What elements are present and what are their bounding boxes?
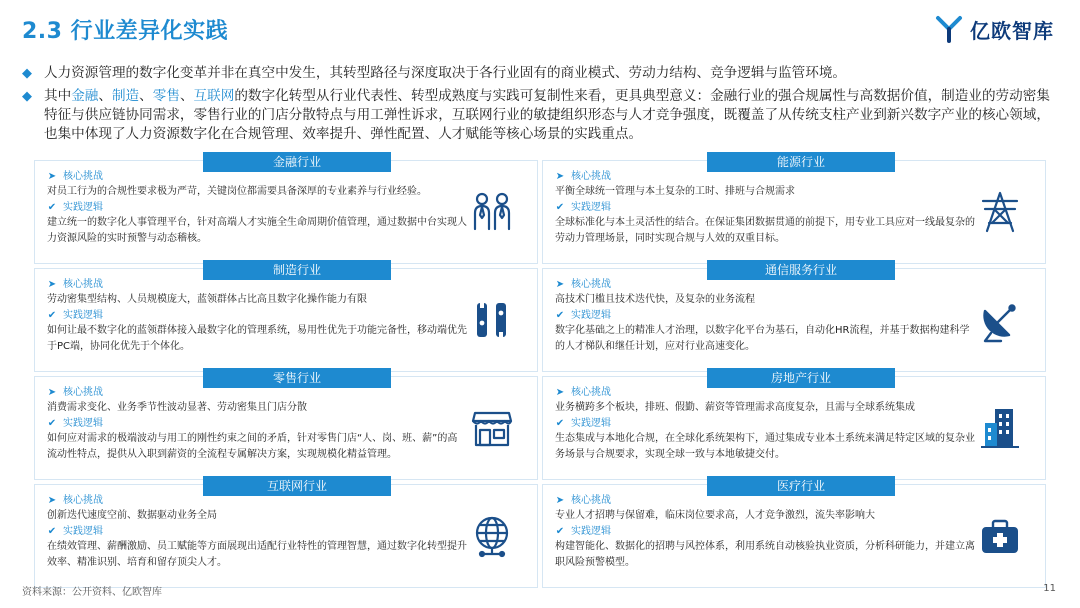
industry-panel-energy [542, 155, 1046, 264]
chevron-right-icon: ➤ [47, 495, 57, 506]
logic-heading: ✔ 实践逻辑 [47, 310, 103, 321]
panel-tag: 零售行业 [203, 368, 391, 388]
check-icon: ✔ [555, 202, 565, 213]
logo-mark-icon [934, 14, 964, 44]
logic-heading: ✔ 实践逻辑 [47, 418, 103, 429]
challenge-text: 高技术门槛且技术迭代快，及复杂的业务流程 [555, 294, 755, 305]
challenge-text: 对员工行为的合规性要求极为严苛，关键岗位都需要具备深厚的专业素养与行业经验。 [47, 186, 427, 197]
logic-heading: ✔ 实践逻辑 [555, 202, 611, 213]
bullet-item [22, 64, 1062, 83]
logic-text: 生态集成与本地化合规，在全球化系统架构下，通过集成专业本土系统来满足特定区域的复杂业务场景与合规要求，实现全球一致与本地敏捷交付。 [555, 433, 975, 460]
check-icon: ✔ [47, 310, 57, 321]
chevron-right-icon: ➤ [47, 171, 57, 182]
chevron-right-icon: ➤ [555, 387, 565, 398]
logic-heading: ✔ 实践逻辑 [555, 418, 611, 429]
panel-tag: 金融行业 [203, 152, 391, 172]
wrench-tools-icon [469, 297, 515, 343]
panel-tag: 通信服务行业 [707, 260, 895, 280]
satellite-dish-icon [977, 297, 1023, 343]
check-icon: ✔ [555, 418, 565, 429]
challenge-text: 专业人才招聘与保留难，临床岗位要求高，人才竞争激烈，流失率影响大 [555, 510, 875, 521]
logic-text: 在绩效管理、薪酬激励、员工赋能等方面展现出适配行业特性的管理智慧，通过数字化转型提升效率、精准识别、培育和留存顶尖人才。 [47, 541, 467, 568]
check-icon: ✔ [555, 310, 565, 321]
panel-tag: 制造行业 [203, 260, 391, 280]
panel-tag: 医疗行业 [707, 476, 895, 496]
industry-panel-telecom [542, 263, 1046, 372]
challenge-heading: ➤ 核心挑战 [47, 387, 103, 398]
industry-panel-finance [34, 155, 538, 264]
industry-panel-internet [34, 479, 538, 588]
source-note: 资料来源：公开资料、亿欧智库 [22, 587, 162, 598]
power-tower-icon [977, 189, 1023, 235]
buildings-icon [977, 405, 1023, 451]
challenge-text: 劳动密集型结构、人员规模庞大，蓝领群体占比高且数字化操作能力有限 [47, 294, 367, 305]
bullet-item [22, 87, 1062, 144]
logic-text: 建立统一的数字化人事管理平台，针对高端人才实施全生命周期价值管理，通过数据中台实现人力资源风险的实时预警与动态稽核。 [47, 217, 467, 244]
industry-panel-manufacturing [34, 263, 538, 372]
industry-panel-realestate [542, 371, 1046, 480]
chevron-right-icon: ➤ [555, 495, 565, 506]
challenge-heading: ➤ 核心挑战 [47, 171, 103, 182]
challenge-text: 业务横跨多个板块，排班、假勤、薪资等管理需求高度复杂，且需与全球系统集成 [555, 402, 915, 413]
logic-heading: ✔ 实践逻辑 [47, 202, 103, 213]
check-icon: ✔ [47, 418, 57, 429]
bullet-text: 人力资源管理的数字化变革并非在真空中发生，其转型路径与深度取决于各行业固有的商业模式、劳动力结构、竞争逻辑与监管环境。 [44, 65, 847, 81]
challenge-heading: ➤ 核心挑战 [47, 495, 103, 506]
storefront-icon [469, 405, 515, 451]
challenge-text: 创新迭代速度空前、数据驱动业务全局 [47, 510, 217, 521]
industry-panel-retail [34, 371, 538, 480]
chevron-right-icon: ➤ [555, 279, 565, 290]
logic-text: 数字化基础之上的精准人才治理，以数字化平台为基石，自动化HR流程，并基于数据构建科学的人才梯队和继任计划，应对行业高速变化。 [555, 325, 970, 352]
challenge-text: 平衡全球统一管理与本土复杂的工时、排班与合规需求 [555, 186, 795, 197]
logic-heading: ✔ 实践逻辑 [555, 310, 611, 321]
challenge-heading: ➤ 核心挑战 [555, 387, 611, 398]
chevron-right-icon: ➤ [47, 279, 57, 290]
logic-text: 如何应对需求的极端波动与用工的刚性约束之间的矛盾，针对零售门店“人、岗、班、薪”的高流动性特点，提供从入职到薪资的全流程专属解决方案，实现规模化精益管理。 [47, 433, 458, 460]
handshake-people-icon [469, 189, 515, 235]
logic-heading: ✔ 实践逻辑 [555, 526, 611, 537]
diamond-bullet-icon: ◆ [22, 89, 32, 104]
panel-tag: 互联网行业 [203, 476, 391, 496]
challenge-heading: ➤ 核心挑战 [555, 171, 611, 182]
check-icon: ✔ [555, 526, 565, 537]
diamond-bullet-icon: ◆ [22, 66, 32, 81]
chevron-right-icon: ➤ [47, 387, 57, 398]
page-number: 11 [1043, 583, 1056, 594]
challenge-heading: ➤ 核心挑战 [555, 495, 611, 506]
bullet-text: 其中金融、制造、零售、互联网的数字化转型从行业代表性、转型成熟度与实践可复制性来看，更具典型意义：金融行业的强合规属性与高数据价值，制造业的劳动密集特征与供应链协同需求，零售行业的门店分散特点与用工弹性诉求，互联网行业的敏捷组织形态与人才竞争强度，既覆盖了从传统支柱产业到新兴数字产业的核心领域，也集中体现了人力资源数字化在合规管理、效率提升、弹性配置、人才赋能等核心场景的实践重点。 [44, 88, 1050, 142]
logic-text: 如何让最不数字化的蓝领群体接入最数字化的管理系统，易用性优先于功能完备性，移动端优先于PC端，协同化优先于个体化。 [47, 325, 467, 352]
logic-heading: ✔ 实践逻辑 [47, 526, 103, 537]
globe-network-icon [469, 513, 515, 559]
check-icon: ✔ [47, 526, 57, 537]
chevron-right-icon: ➤ [555, 171, 565, 182]
logic-text: 全球标准化与本土灵活性的结合。在保证集团数据贯通的前提下，用专业工具应对一线最复杂的劳动力管理场景，同时实现合规与人效的双重目标。 [555, 217, 975, 244]
industry-panel-healthcare [542, 479, 1046, 588]
medical-kit-icon [977, 513, 1023, 559]
page-title: 2.3 行业差异化实践 [22, 19, 229, 44]
panel-tag: 能源行业 [707, 152, 895, 172]
logo [934, 14, 1054, 44]
intro-bullets [22, 64, 1062, 148]
challenge-heading: ➤ 核心挑战 [555, 279, 611, 290]
logic-text: 构建智能化、数据化的招聘与风控体系，利用系统自动核验执业资质，分析科研能力，并建立离职风险预警模型。 [555, 541, 975, 568]
panel-tag: 房地产行业 [707, 368, 895, 388]
challenge-text: 消费需求变化、业务季节性波动显著、劳动密集且门店分散 [47, 402, 307, 413]
check-icon: ✔ [47, 202, 57, 213]
logo-text: 亿欧智库 [970, 18, 1054, 43]
challenge-heading: ➤ 核心挑战 [47, 279, 103, 290]
